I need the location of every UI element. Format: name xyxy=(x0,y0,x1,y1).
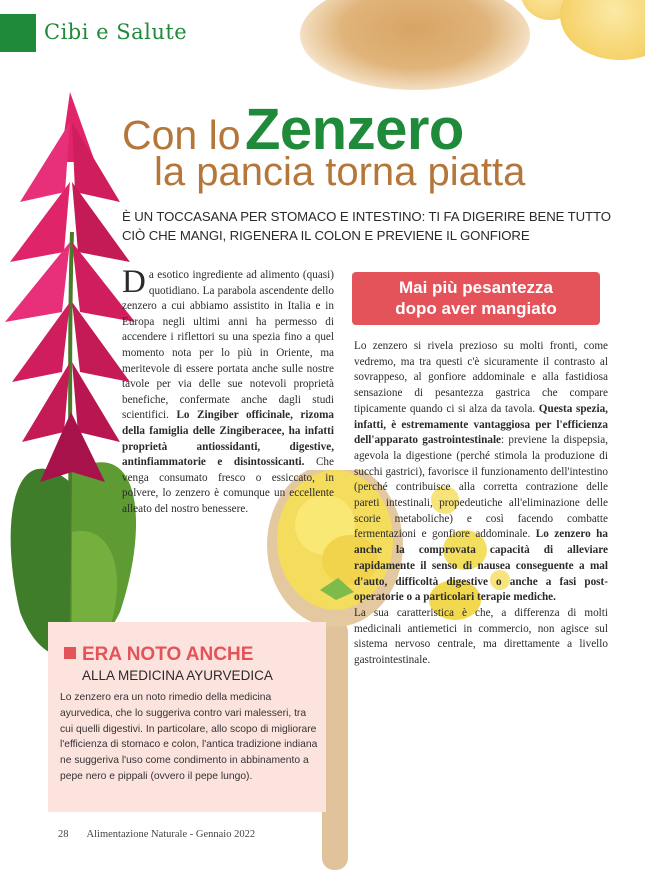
column2-p1-mid: : previene la dispepsia, agevola la digestione (perché stimola la produzione di succhi gastrici), favorisce il funzionamento dell'intestino (perché contribuisce alla corretta contrazione delle pareti intestinali, propedeutiche all'eliminazione delle scorie metaboliche) e così facendo combatte fermentazioni e gonfiore addominale. xyxy=(354,434,608,541)
headline-highlight: Zenzero xyxy=(244,97,464,162)
column2-p1-start: Lo zenzero si rivela prezioso su molti fronti, come vedremo, ma tra questi c'è sicuramente il contrasto al sovrappeso, al gonfiore addominale e alla fastidiosa sensazione di pesantezza gastrica che compare tipicamente quando ci si alza da tavola. xyxy=(354,340,608,415)
column1-text-end: Che venga consumato fresco o essiccato, in polvere, lo zenzero è comunque un eccellente alleato del nostro benessere. xyxy=(122,456,334,515)
column1-text-bold: Lo Zingiber officinale, rizoma della famiglia delle Zingiberacee, ha infatti proprietà antiossidanti, digestive, antinfiammatorie e disintossicanti. xyxy=(122,409,334,469)
headline xyxy=(122,96,642,194)
publication-info: Alimentazione Naturale - Gennaio 2022 xyxy=(86,829,256,840)
column2-paragraph-2: La sua caratteristica è che, a differenza di molti medicinali antiemetici in commercio, non agisce sul sistema nervoso centrale, ma direttamente a livello gastrointestinale. xyxy=(354,606,608,667)
ginger-root-image xyxy=(560,0,645,60)
callout-line2: dopo aver mangiato xyxy=(395,299,557,318)
page-number: 28 xyxy=(58,829,69,840)
section-color-bar xyxy=(0,14,36,52)
article-deck: È UN TOCCASANA PER STOMACO E INTESTINO: TI FA DIGERIRE BENE TUTTO CIÒ CHE MANGI, RIGENERA IL COLON E PREVIENE IL GONFIORE xyxy=(122,209,611,243)
section-tab xyxy=(0,14,218,52)
article-column-2 xyxy=(354,339,608,669)
drop-cap: D xyxy=(122,264,146,300)
column2-p1-bold: Questa spezia, infatti, è estremamente vantaggiosa per l'efficienza dell'apparato gastrointestinale xyxy=(354,402,608,447)
callout-line1: Mai più pesantezza xyxy=(399,278,553,297)
sidebox-subheading: ALLA MEDICINA AYURVEDICA xyxy=(82,668,273,683)
column1-text-start: a esotico ingrediente ad alimento (quasi) quotidiano. La parabola ascendente dello zenzero a cui abbiamo assistito in Italia e in Europa negli ultimi anni ha permesso di accendere i riflettori su una spezia fino a quel momento nota per lo più in Oriente, ma meritevole di essere portata anche sulle nostre tavole per via delle sue notevoli proprietà benefiche, confermate anche dagli studi scientifici. xyxy=(122,269,334,422)
section-label: Cibi e Salute xyxy=(44,20,188,44)
column2-paragraph-1 xyxy=(354,339,608,606)
ginger-powder-image xyxy=(300,0,530,90)
sidebox-heading xyxy=(64,644,253,666)
article-column-1 xyxy=(122,264,334,518)
sidebox-text: Lo zenzero era un noto rimedio della medicina ayurvedica, che lo suggeriva contro vari malesseri, tra cui quelli digestivi. In particolare, allo scopo di migliorare l'efficienza di stomaco e colon, l'antica tradizione indiana ne suggeriva l'uso come condimento in abbinamento a pepe nero e pippali (ovvero il pepe lungo). xyxy=(60,692,318,782)
headline-lead: Con lo xyxy=(122,112,241,158)
headline-line2: la pancia torna piatta xyxy=(154,150,526,194)
square-bullet-icon xyxy=(64,647,76,659)
column2-p1-bold2: Lo zenzero ha anche la comprovata capacità di alleviare rapidamente il senso di nausea conseguente a mal d'auto, difficoltà digestive o anche a fasi post-operatorie o a particolari terapie mediche. xyxy=(354,528,608,604)
callout-heading xyxy=(352,272,600,325)
red-ginger-flower-image xyxy=(0,52,140,672)
sidebox-heading-text: ERA NOTO ANCHE xyxy=(82,644,254,665)
page-footer xyxy=(58,829,255,840)
sidebar-box xyxy=(48,622,326,812)
